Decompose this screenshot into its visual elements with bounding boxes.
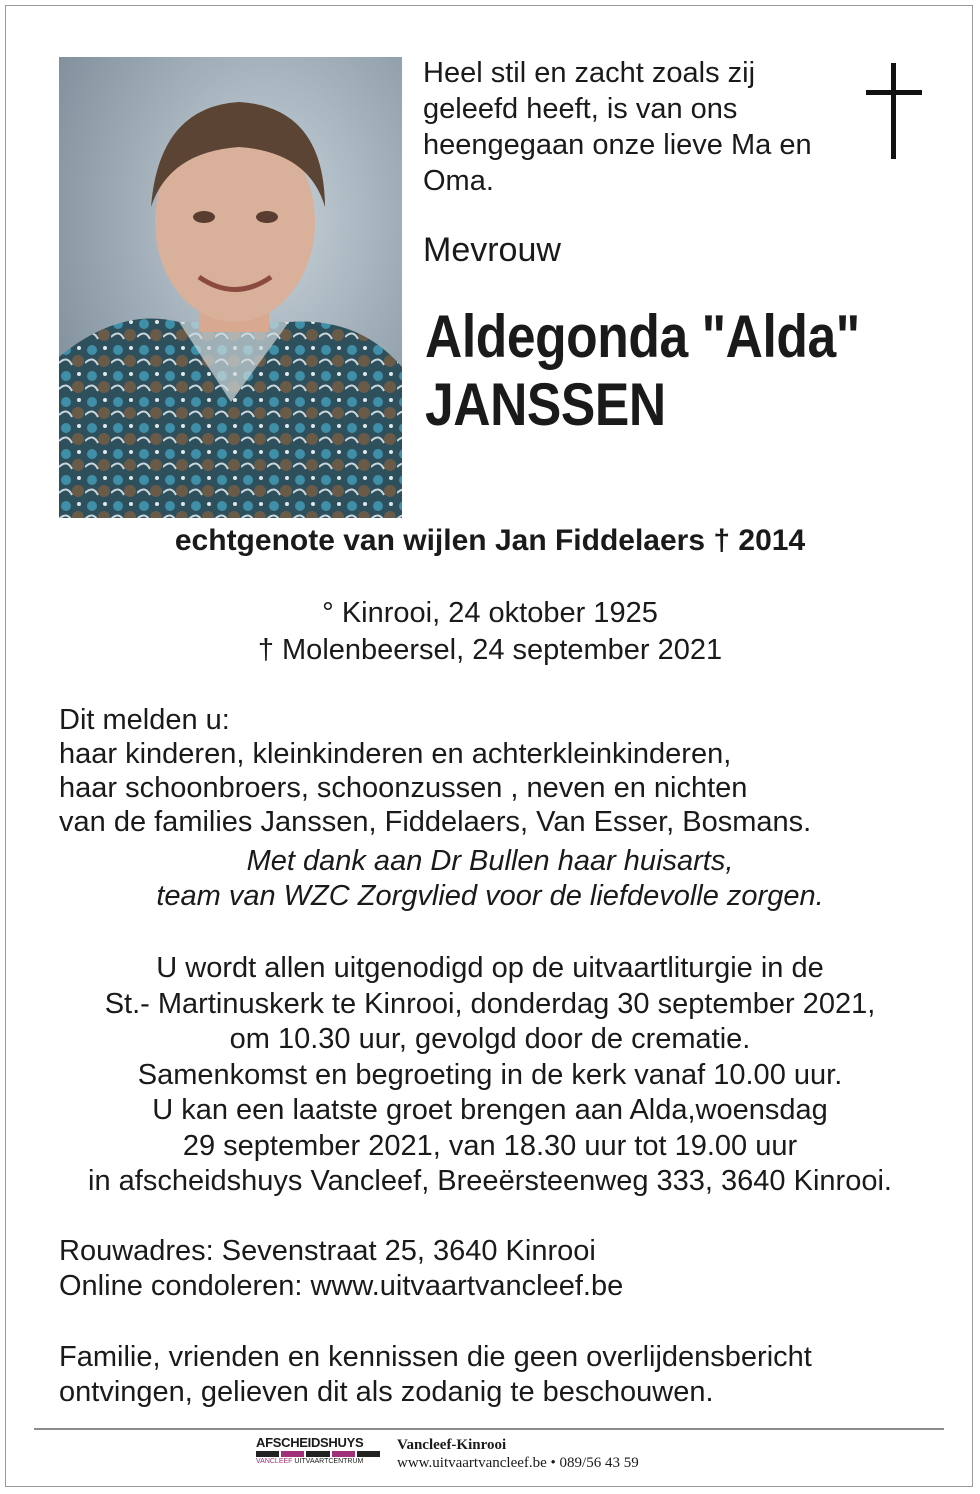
- announcement-line: haar kinderen, kleinkinderen en achterkleinkinderen,: [59, 738, 732, 770]
- funeral-line: in afscheidshuys Vancleef, Breeërsteenweg 333, 3640 Kinrooi.: [88, 1165, 892, 1197]
- logo-sub-left: VANCLEEF: [256, 1458, 293, 1465]
- logo-title: AFSCHEIDSHUYS: [256, 1435, 364, 1450]
- announcement-line: van de families Janssen, Fiddelaers, Van Esser, Bosmans.: [59, 806, 812, 838]
- thanks-line: team van WZC Zorgvlied voor de liefdevolle zorgen.: [156, 880, 824, 912]
- company-details: www.uitvaartvancleef.be • 089/56 43 59: [397, 1455, 639, 1471]
- announcement-line: Dit melden u:: [59, 704, 230, 736]
- portrait-photo: [59, 57, 402, 518]
- closing-line: Familie, vrienden en kennissen die geen overlijdensbericht: [59, 1341, 812, 1373]
- intro-line: heengegaan onze lieve Ma en: [423, 129, 812, 161]
- name-first: Aldegonda "Alda": [425, 303, 860, 370]
- intro-text: [423, 55, 843, 199]
- intro-line: Oma.: [423, 165, 494, 197]
- funeral-home-logo: [256, 1436, 382, 1474]
- announcement: [59, 703, 811, 839]
- birth-date: ° Kinrooi, 24 oktober 1925: [322, 597, 658, 629]
- announcement-line: haar schoonbroers, schoonzussen , neven en nichten: [59, 772, 748, 804]
- life-dates: [0, 595, 980, 669]
- funeral-line: U wordt allen uitgenodigd op de uitvaartliturgie in de: [156, 952, 824, 984]
- deceased-name: [425, 303, 860, 439]
- online-condolence: Online condoleren: www.uitvaartvancleef.be: [59, 1270, 624, 1302]
- mourning-address: Rouwadres: Sevenstraat 25, 3640 Kinrooi: [59, 1235, 596, 1267]
- thanks-text: [0, 844, 980, 914]
- contact-info: [59, 1234, 623, 1304]
- logo-sub-right: UITVAARTCENTRUM: [294, 1458, 364, 1465]
- death-date: † Molenbeersel, 24 september 2021: [257, 634, 723, 666]
- funeral-line: om 10.30 uur, gevolgd door de crematie.: [229, 1023, 751, 1055]
- logo-subtitle: [256, 1457, 382, 1467]
- thanks-line: Met dank aan Dr Bullen haar huisarts,: [246, 845, 734, 877]
- intro-line: Heel stil en zacht zoals zij: [423, 57, 756, 89]
- cross-icon: [866, 63, 922, 159]
- funeral-line: Samenkomst en begroeting in de kerk vanaf 10.00 uur.: [137, 1058, 843, 1091]
- funeral-line: U kan een laatste groet brengen aan Alda,woensdag: [152, 1094, 828, 1126]
- closing-text: [59, 1340, 812, 1410]
- funeral-line: St.- Martinuskerk te Kinrooi, donderdag 30 september 2021,: [104, 987, 876, 1020]
- funeral-line: 29 september 2021, van 18.30 uur tot 19.00 uur: [182, 1129, 798, 1162]
- company-name: Vancleef-Kinrooi: [397, 1437, 507, 1453]
- footer-info: [397, 1436, 639, 1472]
- name-last: JANSSEN: [425, 371, 666, 438]
- salutation: Mevrouw: [423, 231, 561, 269]
- spouse-line: echtgenote van wijlen Jan Fiddelaers † 2014: [174, 524, 806, 557]
- funeral-info: [0, 951, 980, 1200]
- footer-divider: [34, 1428, 944, 1430]
- intro-line: geleefd heeft, is van ons: [423, 93, 738, 125]
- closing-line: ontvingen, gelieven dit als zodanig te beschouwen.: [59, 1376, 714, 1408]
